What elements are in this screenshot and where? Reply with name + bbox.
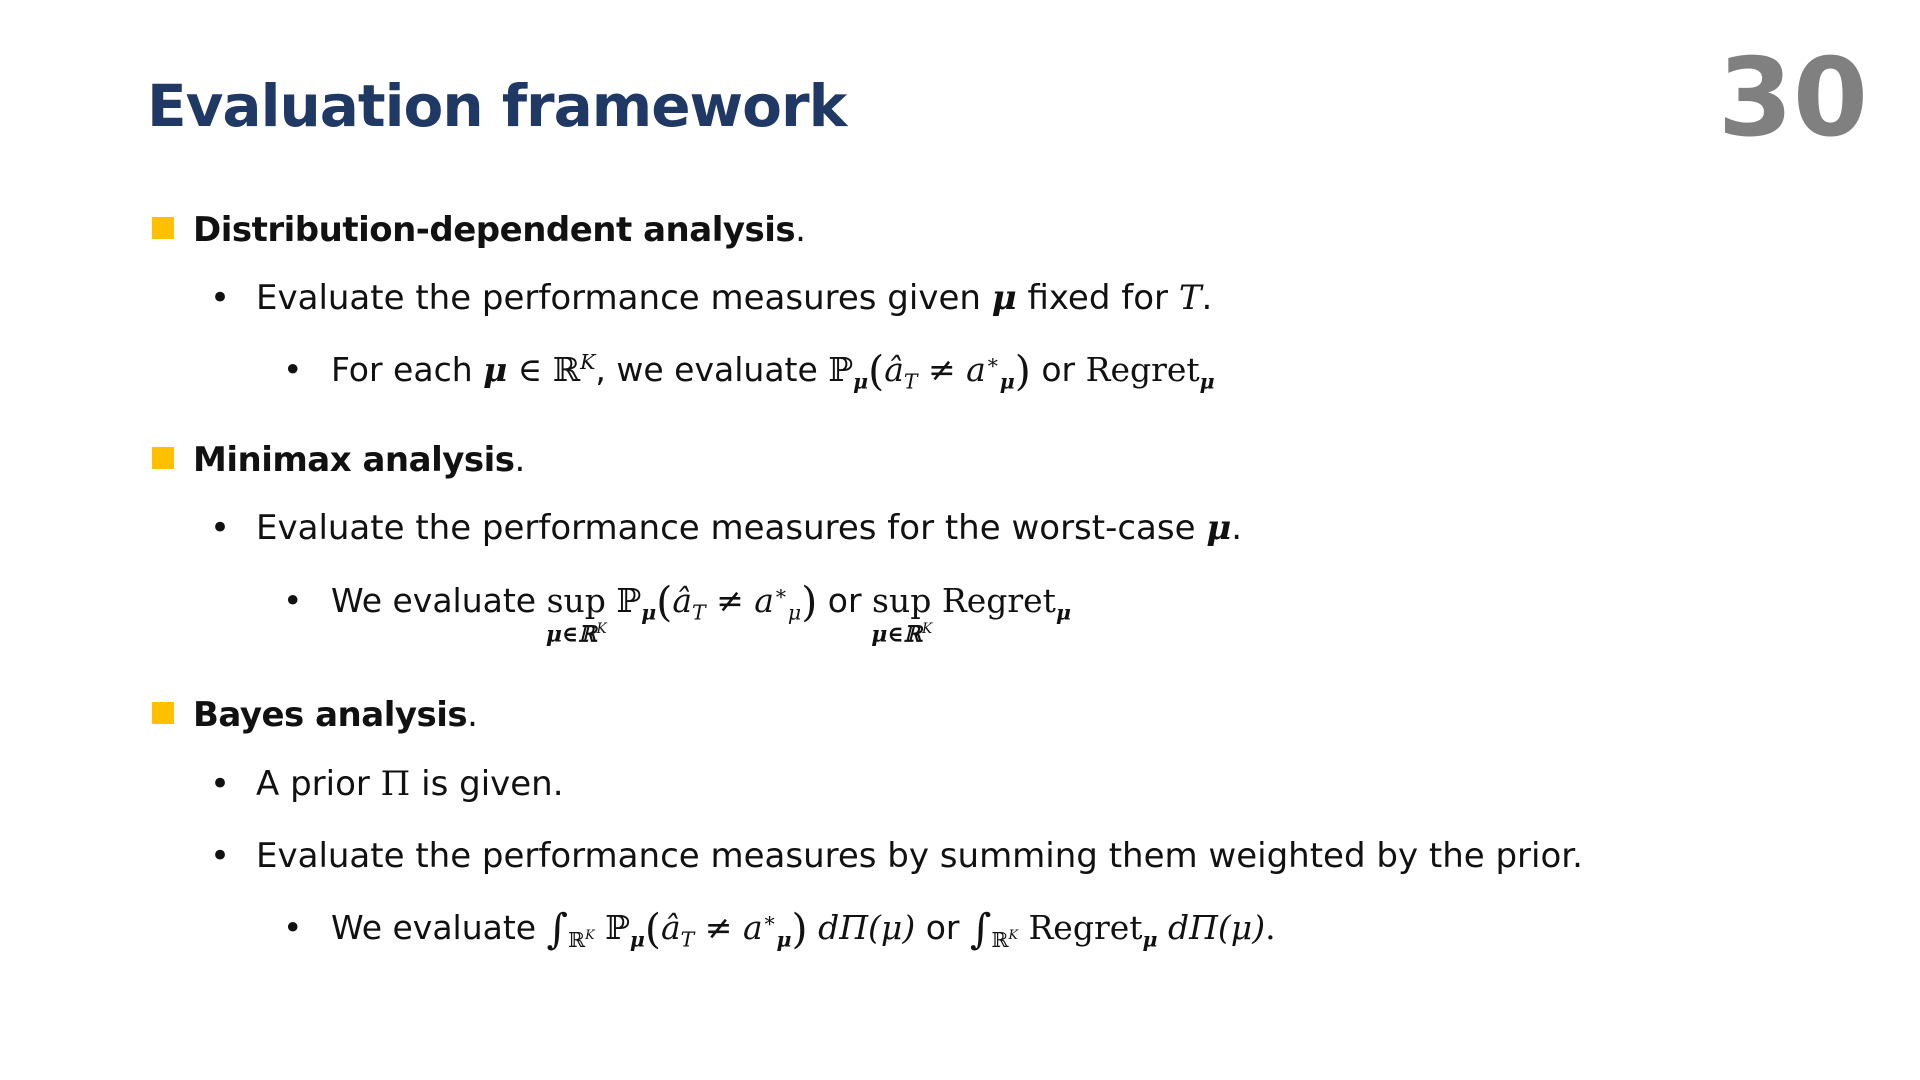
square-bullet-icon (152, 217, 174, 239)
bullet-icon: • (210, 764, 231, 804)
section-heading: Distribution-dependent analysis (193, 210, 796, 250)
bullet-icon: • (210, 836, 231, 876)
slide-title: Evaluation framework (147, 72, 847, 140)
list-item: • Evaluate the performance measures given μ fixed for T. (210, 278, 1213, 318)
bullet-icon: • (210, 508, 231, 548)
regret-expression: Regret$_\mu$ (1085, 350, 1215, 394)
list-item: • A prior Π is given. (210, 764, 564, 804)
bullet-icon: • (283, 581, 303, 620)
bullet-icon: • (283, 350, 303, 389)
integral-expression: $\int_{ℝ^K}$ $ℙ_\mu(â_T \ne a^∗_\mu)$ dΠ(μ) (546, 905, 916, 953)
list-item: • Evaluate the performance measures by summing them weighted by the prior. (210, 836, 1583, 876)
sup-operator: sup μ∈ℝ$^K$ (545, 581, 607, 648)
integral-regret-expression: $\int_{ℝ^K}$ Regret$_\mu$ dΠ(μ). (969, 905, 1276, 953)
section-minimax: Minimax analysis. (152, 440, 525, 480)
section-heading: Minimax analysis (193, 440, 515, 480)
bullet-icon: • (210, 278, 231, 318)
list-subitem: • We evaluate sup μ∈ℝ$^K$ $ℙ_\mu(â_T \ne a^∗_\mu)$ or sup μ∈ℝ$^K$ Regret$_\mu$ (283, 578, 1071, 648)
section-distribution-dependent: Distribution-dependent analysis. (152, 210, 806, 250)
section-heading: Bayes analysis (193, 695, 468, 735)
probability-expression: $ℙ_\mu(â_T \ne a^∗_\mu)$ (616, 578, 818, 626)
section-bayes: Bayes analysis. (152, 695, 478, 735)
square-bullet-icon (152, 702, 174, 724)
page-number: 30 (1717, 36, 1868, 161)
bullet-icon: • (283, 908, 303, 947)
list-item: • Evaluate the performance measures for the worst-case μ. (210, 508, 1243, 548)
sup-operator: sup μ∈ℝ$^K$ (871, 581, 933, 648)
list-subitem: • We evaluate $\int_{ℝ^K}$ $ℙ_\mu(â_T \ne a^∗_\mu)$ dΠ(μ) or $\int_{ℝ^K}$ Regret$_\mu$ dΠ(μ). (283, 905, 1276, 953)
regret-expression: Regret$_\mu$ (941, 581, 1071, 625)
list-subitem: • For each μ ∈ ℝ$^K$, we evaluate $ℙ_\mu(â_T \ne a^∗_\mu)$ or Regret$_\mu$ (283, 347, 1215, 395)
square-bullet-icon (152, 447, 174, 469)
probability-expression: $ℙ_\mu(â_T \ne a^∗_\mu)$ (828, 347, 1031, 395)
